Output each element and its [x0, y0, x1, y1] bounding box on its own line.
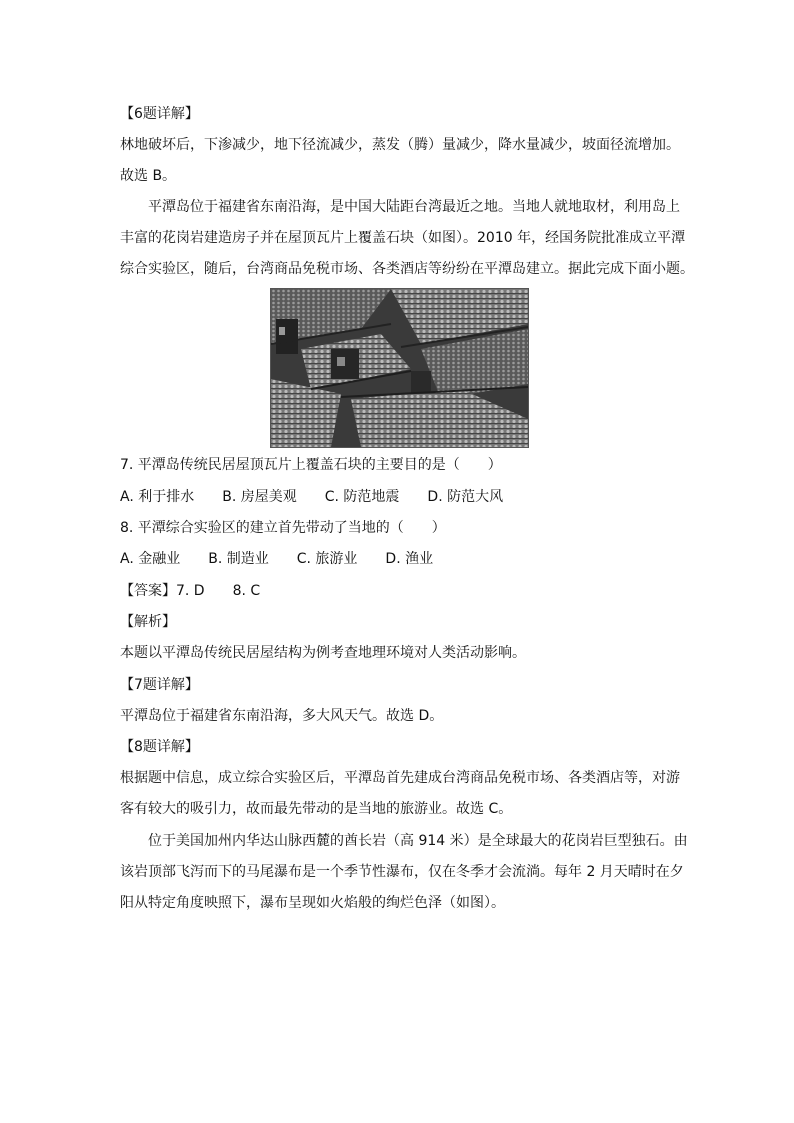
analysis-text: 本题以平潭岛传统民居屋结构为例考查地理环境对人类活动影响。 — [120, 645, 526, 661]
passage-pingtan-line-2: 丰富的花岗岩建造房子并在屋顶瓦片上覆盖石块（如图）。2010 年，经国务院批准成立平潭 — [120, 230, 686, 246]
passage-pingtan-line-1: 平潭岛位于福建省东南沿海，是中国大陆距台湾最近之地。当地人就地取材，利用岛上 — [148, 199, 680, 215]
answer-line: 【答案】7. D 8. C — [120, 583, 261, 599]
passage-el-capitan-line-1: 位于美国加州内华达山脉西麓的酋长岩（高 914 米）是全球最大的花岗岩巨型独石。由 — [148, 833, 688, 849]
rooftop-photo — [270, 288, 529, 448]
question-8-options: A. 金融业 B. 制造业 C. 旅游业 D. 渔业 — [120, 551, 434, 567]
passage-el-capitan-line-3: 阳从特定角度映照下，瀑布呈现如火焰般的绚烂色泽（如图）。 — [120, 895, 505, 911]
q7-explanation: 平潭岛位于福建省东南沿海，多大风天气。故选 D。 — [120, 708, 444, 724]
question-8: 8. 平潭综合实验区的建立首先带动了当地的（ ） — [120, 520, 446, 536]
passage-pingtan-line-3: 综合实验区，随后，台湾商品免税市场、各类酒店等纷纷在平潭岛建立。据此完成下面小题。 — [120, 261, 694, 277]
passage-el-capitan-line-2: 该岩顶部飞泻而下的马尾瀑布是一个季节性瀑布，仅在冬季才会流淌。每年 2 月天晴时在夕 — [120, 864, 684, 880]
analysis-heading: 【解析】 — [120, 614, 176, 630]
q6-answer: 故选 B。 — [120, 168, 177, 184]
question-7-options: A. 利于排水 B. 房屋美观 C. 防范地震 D. 防范大风 — [120, 489, 504, 505]
q8-detail-heading: 【8题详解】 — [120, 739, 199, 755]
q7-detail-heading: 【7题详解】 — [120, 677, 199, 693]
question-7: 7. 平潭岛传统民居屋顶瓦片上覆盖石块的主要目的是（ ） — [120, 457, 502, 473]
q8-explanation-line-1: 根据题中信息，成立综合实验区后，平潭岛首先建成台湾商品免税市场、各类酒店等，对游 — [120, 770, 680, 786]
q6-explanation: 林地破坏后，下渗减少，地下径流减少，蒸发（腾）量减少，降水量减少，坡面径流增加。 — [120, 137, 680, 153]
q6-detail-heading: 【6题详解】 — [120, 106, 199, 122]
q8-explanation-line-2: 客有较大的吸引力，故而最先带动的是当地的旅游业。故选 C。 — [120, 801, 513, 817]
